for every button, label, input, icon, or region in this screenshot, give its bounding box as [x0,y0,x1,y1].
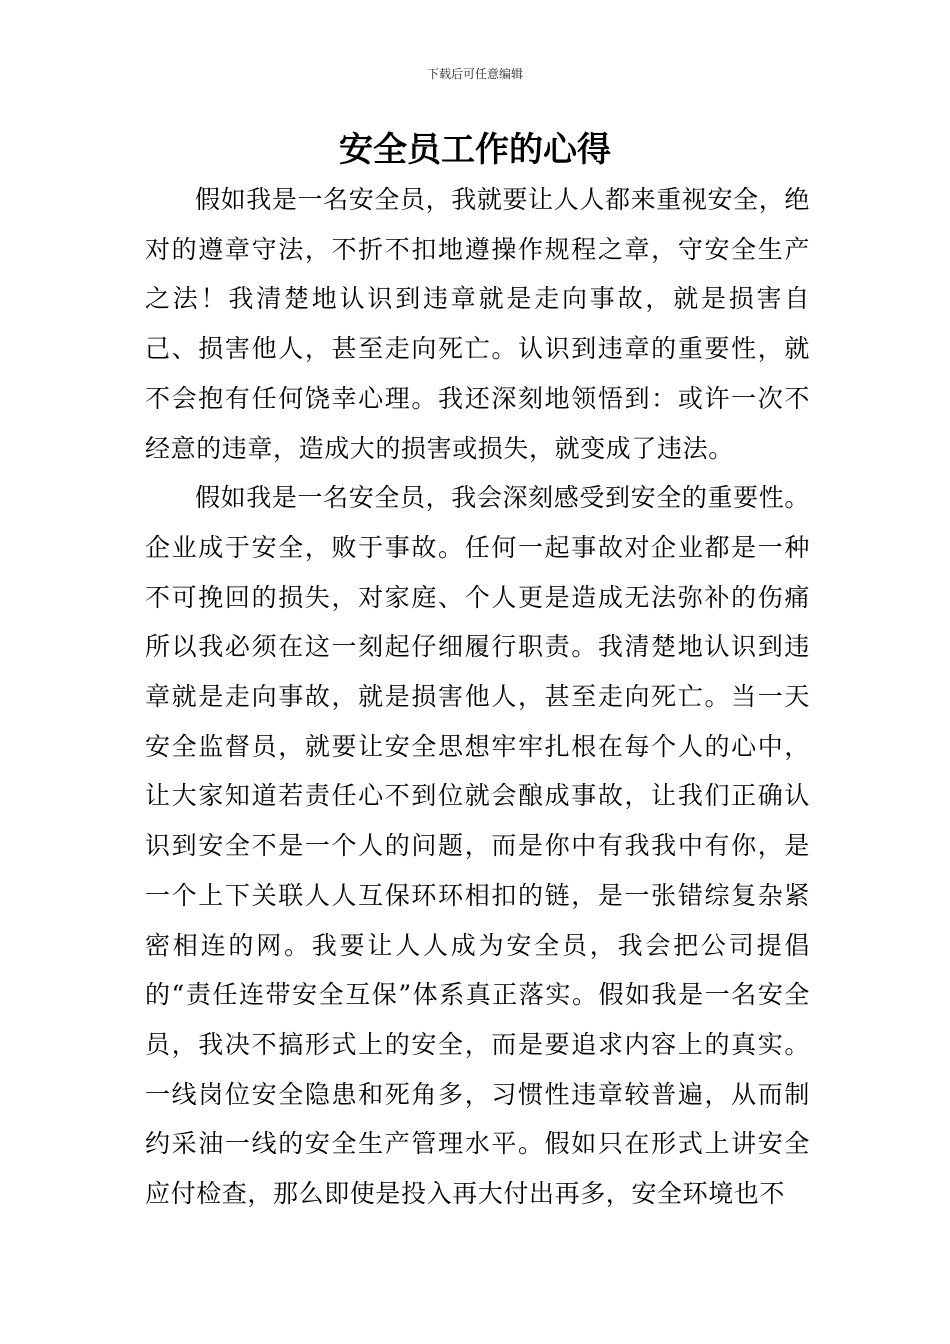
paragraph-2: 假如我是一名安全员，我会深刻感受到安全的重要性。企业成于安全，败于事故。任何一起事故对企业都是一种不可挽回的损失，对家庭、个人更是造成无法弥补的伤痛所以我必须在这一刻起仔细履行职责。我清楚地认识到违章就是走向事故，就是损害他人，甚至走向死亡。当一天安全监督员，就要让安全思想牢牢扎根在每个人的心中，让大家知道若责任心不到位就会酿成事故，让我们正确认识到安全不是一个人的问题，而是你中有我我中有你，是一个上下关联人人互保环环相扣的链，是一张错综复杂紧密相连的网。我要让人人成为安全员，我会把公司提倡的“责任连带安全互保”体系真正落实。假如我是一名安全员，我决不搞形式上的安全，而是要追求内容上的真实。一线岗位安全隐患和死角多，习惯性违章较普遍，从而制约采油一线的安全生产管理水平。假如只在形式上讲安全应付检查，那么即使是投入再大付出再多，安全环境也不 [145,483,810,1209]
document-title: 安全员工作的心得 [339,130,611,170]
paragraph-1: 假如我是一名安全员，我就要让人人都来重视安全，绝对的遵章守法，不折不扣地遵操作规程之章，守安全生产之法！我清楚地认识到违章就是走向事故，就是损害自己、损害他人，甚至走向死亡。认识到违章的重要性，就不会抱有任何饶幸心理。我还深刻地领悟到：或许一次不经意的违章，造成大的损害或损失，就变成了违法。 [145,185,810,463]
document-body [145,175,810,1219]
header-note: 下载后可任意编辑 [426,67,523,81]
